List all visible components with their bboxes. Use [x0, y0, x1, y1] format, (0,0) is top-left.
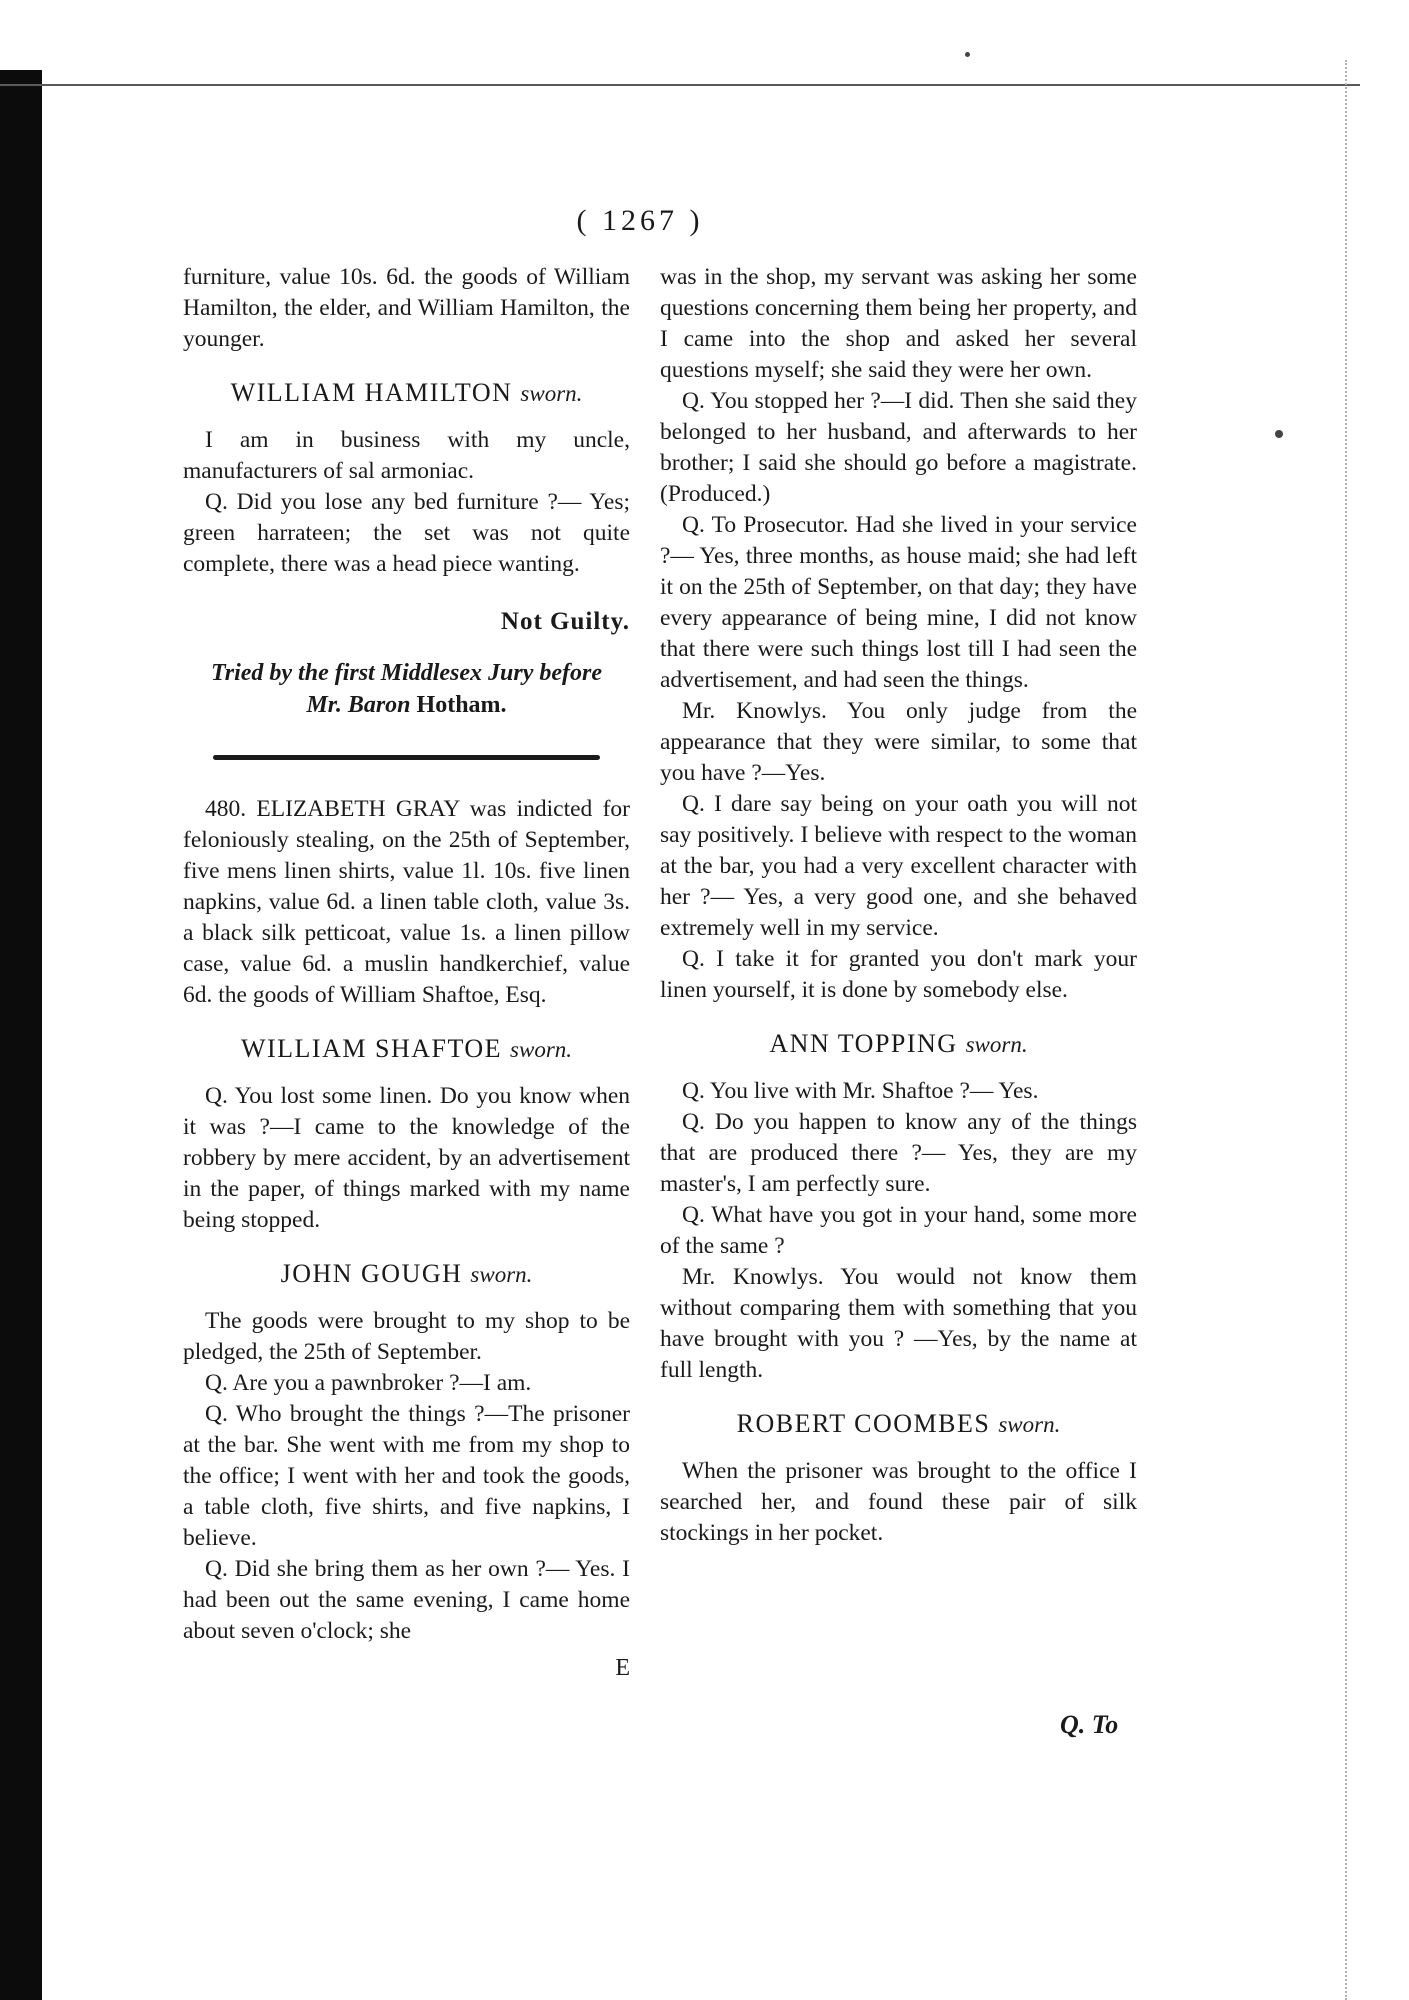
witness-heading [660, 1408, 1137, 1440]
page-top-edge [0, 84, 1360, 86]
sworn-label: sworn. [965, 1032, 1028, 1057]
paragraph: Q. Who brought the things ?—The prisoner at the bar. She went with me from my shop to the office; I went with her and took the goods, a table cloth, five shirts, and five napkins, I believe. [183, 1401, 630, 1551]
ink-speck [1275, 430, 1283, 438]
judge-name: Hotham. [416, 692, 507, 718]
trial-note-line: Tried by the first Middlesex Jury before [210, 660, 603, 686]
sworn-label: sworn. [998, 1412, 1061, 1437]
paragraph: Q. You live with Mr. Shaftoe ?— Yes. [682, 1078, 1039, 1104]
witness-heading [183, 1258, 630, 1290]
sworn-label: sworn. [520, 381, 583, 406]
witness-name: WILLIAM HAMILTON [230, 378, 513, 407]
verdict: Not Guilty. [500, 608, 630, 635]
paragraph: Q. Do you happen to know any of the things that are produced there ?— Yes, they are my master's, I am perfectly sure. [660, 1109, 1137, 1197]
indictment-paragraph: 480. ELIZABETH GRAY was indicted for feloniously stealing, on the 25th of September, five mens linen shirts, value 1l. 10s. five linen napkins, value 6d. a linen table cloth, value 3s. a black silk petticoat, value 1s. a linen pillow case, value 6d. a muslin handkerchief, value 6d. the goods of William Shaftoe, Esq. [183, 796, 630, 1008]
catchword: Q. To [1060, 1710, 1119, 1739]
section-divider [213, 755, 600, 760]
paragraph: Q. You lost some linen. Do you know when it was ?—I came to the knowledge of the robbery by mere accident, by an advertisement in the paper, of things marked with my name being stopped. [183, 1083, 630, 1233]
signature-mark: E [615, 1655, 630, 1681]
witness-name: ANN TOPPING [769, 1029, 958, 1058]
witness-name: JOHN GOUGH [280, 1259, 463, 1288]
witness-name: ROBERT COOMBES [736, 1409, 991, 1438]
binding-shadow [0, 70, 42, 2000]
sworn-label: sworn. [470, 1262, 533, 1287]
witness-heading [660, 1028, 1137, 1060]
paragraph: Q. To Prosecutor. Had she lived in your service ?— Yes, three months, as house maid; she had left it on the 25th of September, on that day; they have every appearance of being mine, I did not know that there were such things lost till I had seen the advertisement, and had seen the things. [660, 512, 1137, 693]
paragraph: I am in business with my uncle, manufacturers of sal armoniac. [183, 427, 630, 484]
paragraph: Mr. Knowlys. You would not know them without comparing them with something that you have brought with you ? —Yes, by the name at full length. [660, 1264, 1137, 1383]
ink-speck [965, 52, 970, 57]
paragraph: Q. Did she bring them as her own ?— Yes. I had been out the same evening, I came home about seven o'clock; she [183, 1556, 630, 1644]
witness-heading [183, 1033, 630, 1065]
paragraph: Mr. Knowlys. You only judge from the appearance that they were similar, to some that you have ?—Yes. [660, 698, 1137, 786]
sworn-label: sworn. [510, 1037, 573, 1062]
paragraph: Q. What have you got in your hand, some more of the same ? [660, 1202, 1137, 1259]
paragraph: furniture, value 10s. 6d. the goods of William Hamilton, the elder, and William Hamilton, the younger. [183, 264, 630, 352]
paragraph: The goods were brought to my shop to be pledged, the 25th of September. [183, 1308, 630, 1365]
page-number: ( 1267 ) [576, 204, 704, 237]
paragraph: Q. Did you lose any bed furniture ?— Yes; green harrateen; the set was not quite complete, there was a head piece wanting. [183, 489, 630, 577]
trial-note [183, 657, 630, 721]
right-column [660, 262, 1137, 1549]
page-right-edge [1343, 60, 1347, 2000]
paragraph: was in the shop, my servant was asking her some questions concerning them being her property, and I came into the shop and asked her several questions myself; she said they were her own. [660, 264, 1137, 383]
paragraph: Q. You stopped her ?—I did. Then she said they belonged to her husband, and afterwards to her brother; I said she should go before a magistrate. (Produced.) [660, 388, 1137, 507]
judge-title: Mr. Baron [306, 692, 411, 718]
left-column [183, 262, 630, 1684]
paragraph: When the prisoner was brought to the office I searched her, and found these pair of silk stockings in her pocket. [660, 1458, 1137, 1546]
witness-name: WILLIAM SHAFTOE [240, 1034, 503, 1063]
paragraph: Q. I dare say being on your oath you will not say positively. I believe with respect to the woman at the bar, you had a very excellent character with her ?— Yes, a very good one, and she behaved extremely well in my service. [660, 791, 1137, 941]
paragraph: Q. Are you a pawnbroker ?—I am. [205, 1370, 532, 1396]
paragraph: Q. I take it for granted you don't mark your linen yourself, it is done by somebody else. [660, 946, 1137, 1003]
witness-heading [183, 377, 630, 409]
